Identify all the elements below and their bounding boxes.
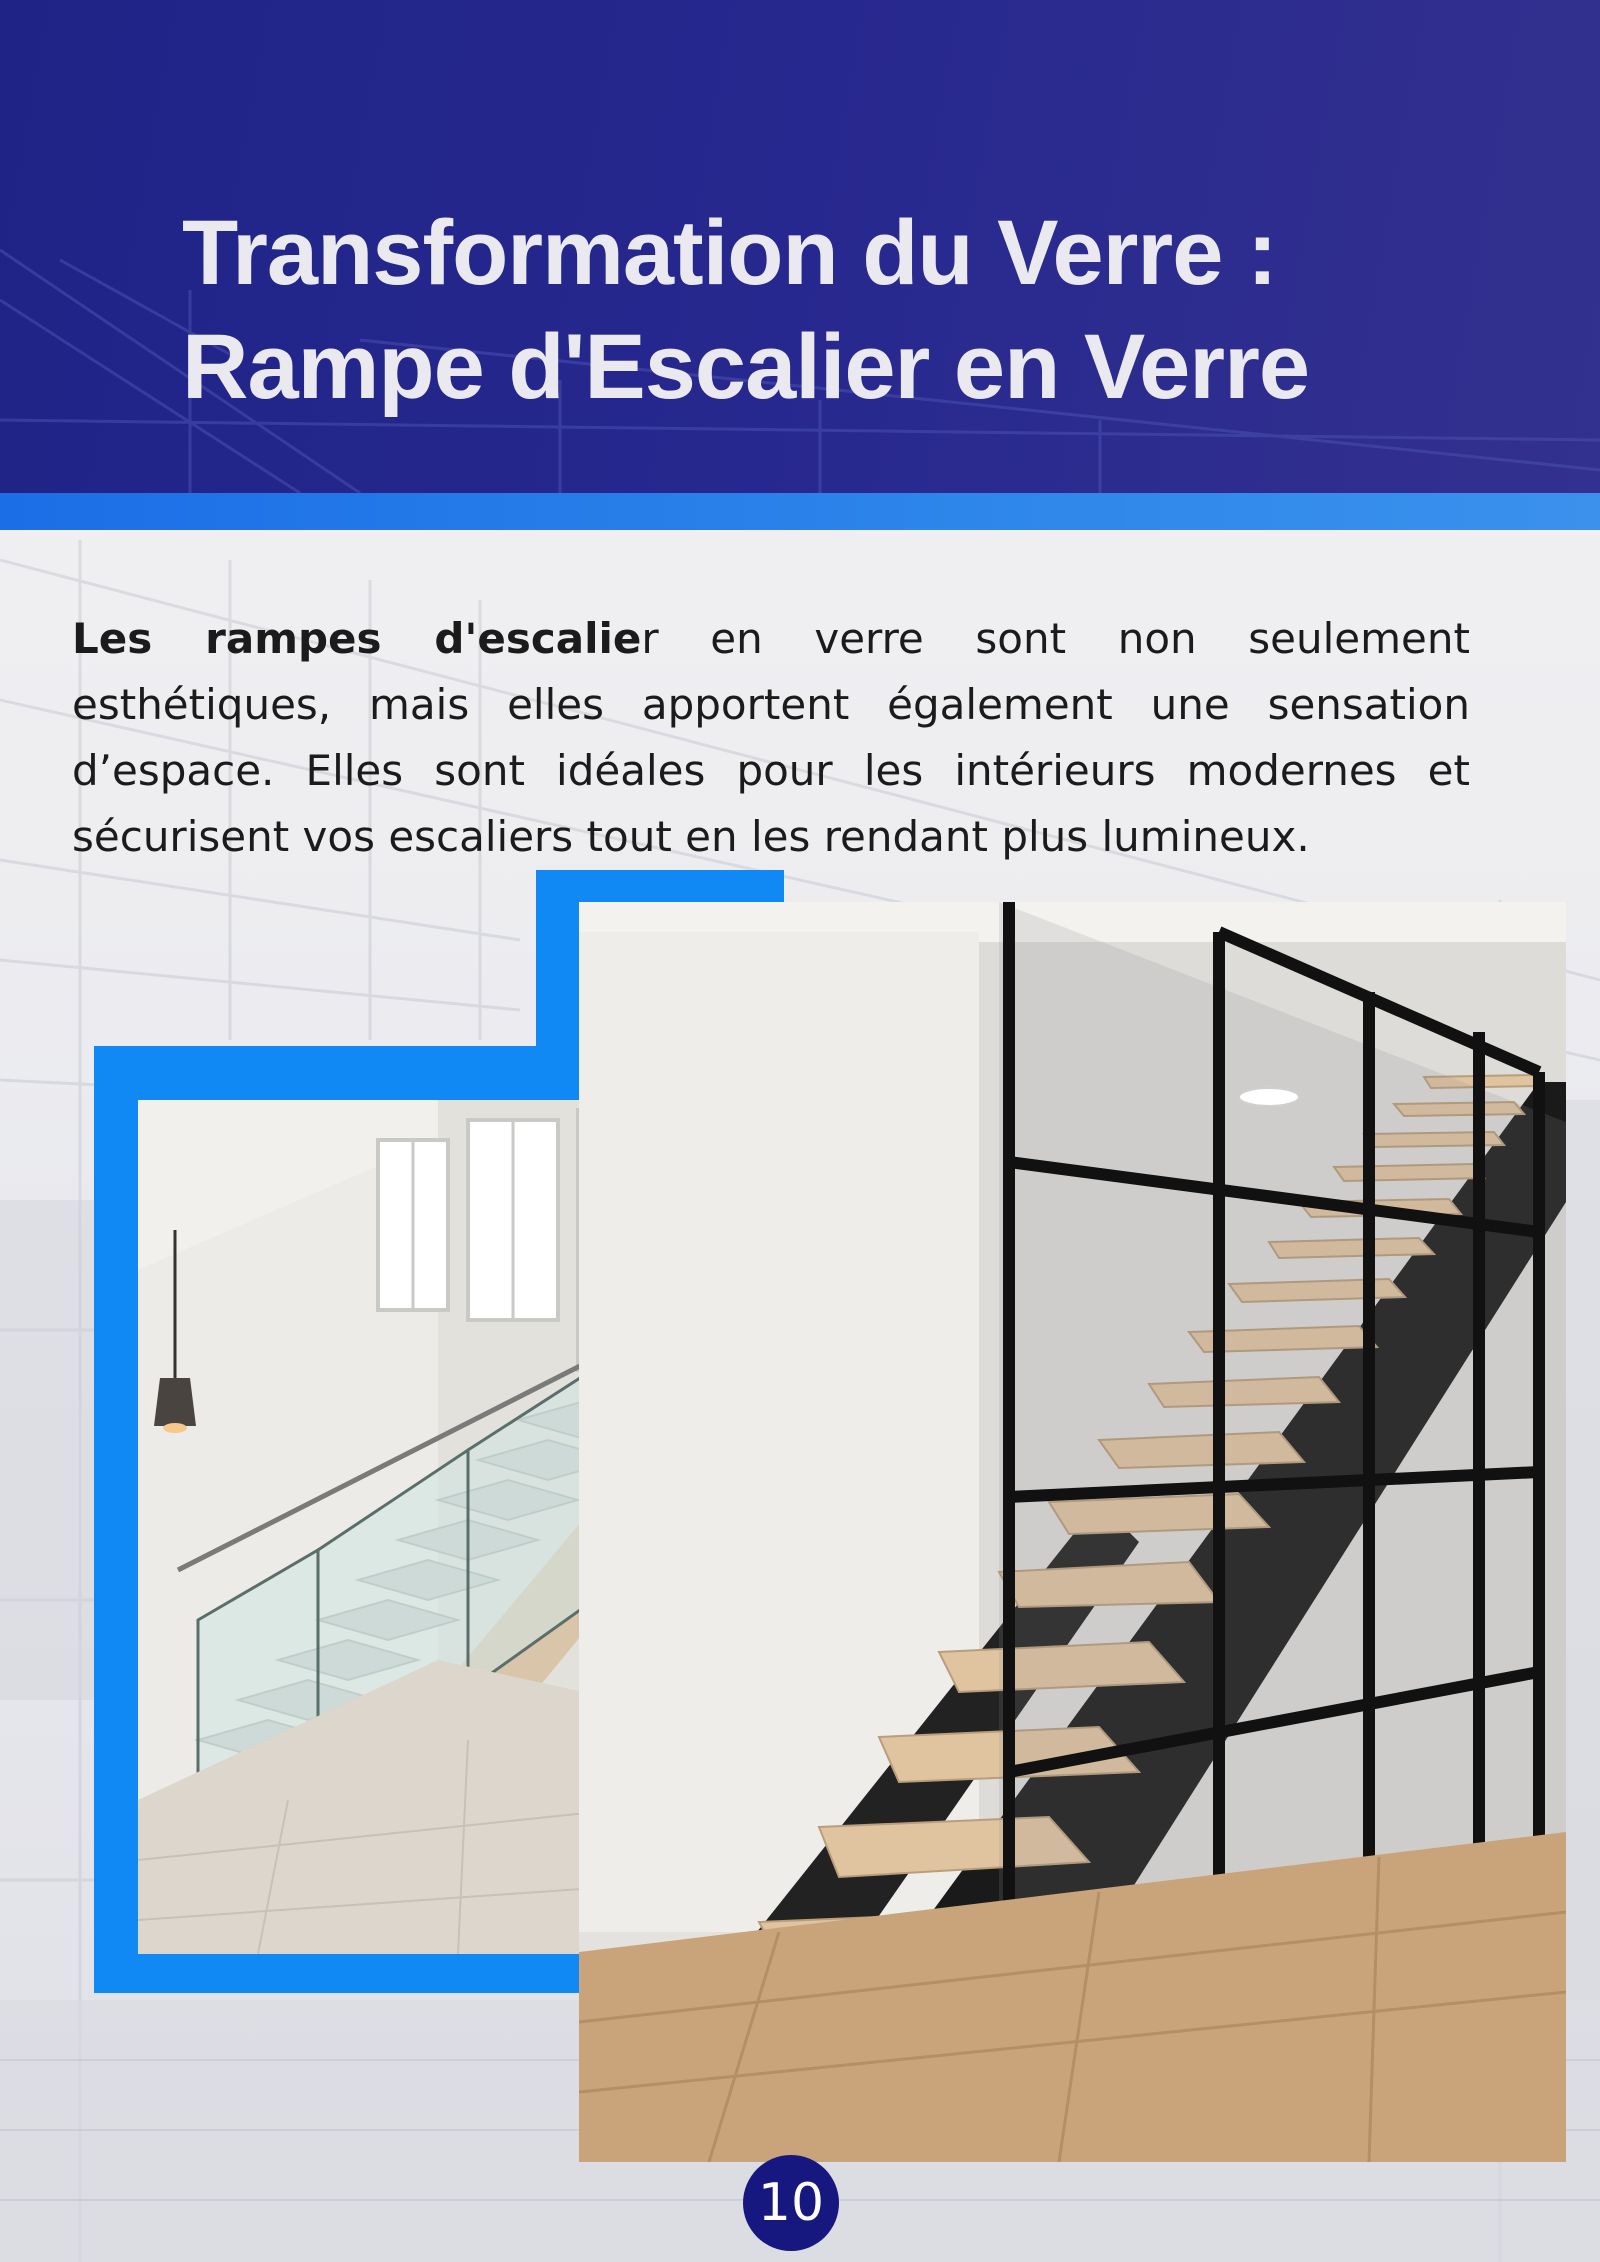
page-title: [182, 196, 1482, 424]
header-banner: [0, 0, 1600, 493]
page-title-line-1: Transformation du Verre :: [182, 202, 1277, 304]
intro-paragraph: [72, 606, 1470, 870]
page-number-badge: 10: [743, 2155, 839, 2251]
page-title-line-2: Rampe d'Escalier en Verre: [182, 316, 1310, 418]
header-accent-bar: [0, 493, 1600, 530]
intro-body-text: r en verre sont non seulement esthétiques, mais elles apportent également une sensation d’espace. Elles sont idéales pour les intérieurs modernes et sécurisent vos escaliers tout en les rendant plus lumineux.: [72, 614, 1470, 861]
intro-bold-lead: Les rampes d'escalie: [72, 614, 642, 663]
black-framed-glass-staircase-photo: [579, 902, 1566, 2162]
